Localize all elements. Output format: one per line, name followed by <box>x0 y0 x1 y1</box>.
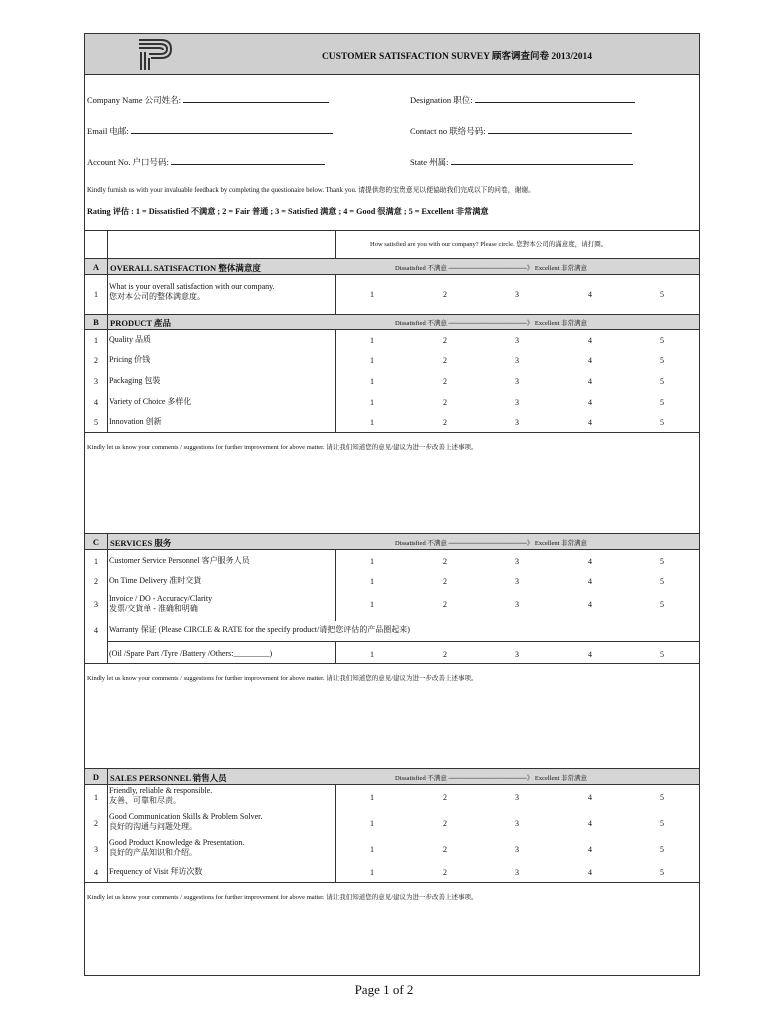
page-number: Page 1 of 2 <box>354 982 414 997</box>
score-option-3[interactable]: 3 <box>515 868 519 877</box>
designation-field[interactable] <box>410 94 635 106</box>
score-option-3[interactable]: 3 <box>515 650 519 659</box>
score-option-2[interactable]: 2 <box>443 336 447 345</box>
score-option-1[interactable]: 1 <box>370 650 374 659</box>
question-label: Variety of Choice 多样化 <box>109 397 192 406</box>
state-label: State 州属: <box>410 157 449 167</box>
row-number: 1 <box>94 290 98 299</box>
survey-form <box>84 33 700 976</box>
question-label: Good Product Knowledge & Presentation. 良好的产品知识和介绍。 <box>109 838 245 857</box>
score-option-5[interactable]: 5 <box>660 650 664 659</box>
section-d-scale: Dissatisfied 不满意 ─────────────────》 Excellent 非常满意 <box>395 775 588 782</box>
contact-no-label: Contact no 联络号码: <box>410 126 486 136</box>
score-option-5[interactable]: 5 <box>660 845 664 854</box>
score-option-1[interactable]: 1 <box>370 793 374 802</box>
question-label: Warranty 保证 (Please CIRCLE & RATE for the specify product/请把您评估的产品圈起来) <box>109 625 410 634</box>
row-number: 1 <box>94 793 98 802</box>
score-option-5[interactable]: 5 <box>660 819 664 828</box>
company-name-label: Company Name 公司姓名: <box>87 95 181 105</box>
score-option-4[interactable]: 4 <box>588 793 592 802</box>
score-option-2[interactable]: 2 <box>443 819 447 828</box>
question-label: (Oil /Spare Part /Tyre /Battery /Others:_________) <box>109 649 273 658</box>
score-option-4[interactable]: 4 <box>588 290 592 299</box>
score-option-3[interactable]: 3 <box>515 600 519 609</box>
question-label: Invoice / DO - Accuracy/Clarity 发票/交貨单 - 准确和明确 <box>109 594 213 613</box>
section-a-scale: Dissatisfied 不满意 ─────────────────》 Excellent 非常满意 <box>395 265 588 272</box>
score-option-1[interactable]: 1 <box>370 600 374 609</box>
score-option-2[interactable]: 2 <box>443 650 447 659</box>
score-option-5[interactable]: 5 <box>660 336 664 345</box>
comment-prompt-d: Kindly let us know your comments / suggestions for further improvement for above matter. 请让我们知道您的意见/建议为进一步改善上述事项。 <box>87 894 478 901</box>
score-option-3[interactable]: 3 <box>515 377 519 386</box>
score-option-1[interactable]: 1 <box>370 868 374 877</box>
score-option-4[interactable]: 4 <box>588 557 592 566</box>
score-option-1[interactable]: 1 <box>370 290 374 299</box>
score-option-1[interactable]: 1 <box>370 336 374 345</box>
question-label: Innovation 创新 <box>109 417 162 426</box>
score-option-1[interactable]: 1 <box>370 418 374 427</box>
score-option-3[interactable]: 3 <box>515 819 519 828</box>
question-label: What is your overall satisfaction with our company. 您对本公司的整体满意度。 <box>109 282 275 301</box>
score-option-2[interactable]: 2 <box>443 377 447 386</box>
how-satisfied-instruction: How satisfied are you with our company? Please circle. 您對本公司的滿意度，请打圈。 <box>370 241 608 248</box>
row-number: 3 <box>94 600 98 609</box>
row-number: 3 <box>94 845 98 854</box>
section-c-title: SERVICES 服务 <box>110 538 172 548</box>
score-option-4[interactable]: 4 <box>588 418 592 427</box>
row-number: 2 <box>94 819 98 828</box>
score-option-5[interactable]: 5 <box>660 868 664 877</box>
score-option-4[interactable]: 4 <box>588 377 592 386</box>
score-option-4[interactable]: 4 <box>588 600 592 609</box>
score-option-5[interactable]: 5 <box>660 577 664 586</box>
question-label: Friendly, reliable & responsible. 友善、可靠和尽责。 <box>109 786 213 805</box>
header-bar <box>85 34 699 75</box>
row-number: 5 <box>94 418 98 427</box>
section-b-letter: B <box>93 317 99 327</box>
question-label: Pricing 价钱 <box>109 355 151 364</box>
rating-legend: Rating 评估 : 1 = Dissatisfied 不满意 ; 2 = Fair 普通 ; 3 = Satisfied 满意 ; 4 = Good 很满意 ; 5 = Excellent 非常满意 <box>87 207 489 216</box>
section-b-header <box>85 315 699 329</box>
row-number: 2 <box>94 356 98 365</box>
score-option-1[interactable]: 1 <box>370 398 374 407</box>
score-option-5[interactable]: 5 <box>660 793 664 802</box>
score-option-5[interactable]: 5 <box>660 557 664 566</box>
section-a-letter: A <box>92 262 100 272</box>
score-option-3[interactable]: 3 <box>515 845 519 854</box>
score-option-4[interactable]: 4 <box>588 819 592 828</box>
account-no-field[interactable] <box>87 156 325 168</box>
score-option-2[interactable]: 2 <box>443 845 447 854</box>
intro-text: Kindly furnish us with your invaluable feedback by completing the questionaire below. Thank you. 请提供您的宝贵意见以便協助我们完成以下的问卷，谢谢。 <box>87 187 535 194</box>
designation-label: Designation 职位: <box>410 95 473 105</box>
row-number: 1 <box>94 557 98 566</box>
score-option-5[interactable]: 5 <box>660 418 664 427</box>
score-option-5[interactable]: 5 <box>660 398 664 407</box>
row-number: 4 <box>94 626 98 635</box>
score-option-4[interactable]: 4 <box>588 356 592 365</box>
section-b-title: PRODUCT 產品 <box>110 318 171 328</box>
score-option-3[interactable]: 3 <box>515 336 519 345</box>
score-option-3[interactable]: 3 <box>515 398 519 407</box>
survey-title: CUSTOMER SATISFACTION SURVEY 顾客调查问卷 2013/2014 <box>321 52 593 62</box>
score-option-4[interactable]: 4 <box>588 845 592 854</box>
score-option-2[interactable]: 2 <box>443 398 447 407</box>
row-number: 3 <box>94 377 98 386</box>
score-option-1[interactable]: 1 <box>370 819 374 828</box>
section-d-letter: D <box>92 772 100 782</box>
score-option-3[interactable]: 3 <box>515 356 519 365</box>
score-option-2[interactable]: 2 <box>443 577 447 586</box>
divider <box>85 230 699 231</box>
score-option-5[interactable]: 5 <box>660 356 664 365</box>
score-option-3[interactable]: 3 <box>515 557 519 566</box>
section-d-title: SALES PERSONNEL 销售人员 <box>110 773 227 783</box>
email-field[interactable] <box>87 125 333 137</box>
score-option-1[interactable]: 1 <box>370 845 374 854</box>
score-option-3[interactable]: 3 <box>515 418 519 427</box>
question-label: Packaging 包裝 <box>109 376 161 385</box>
score-option-2[interactable]: 2 <box>443 557 447 566</box>
score-option-3[interactable]: 3 <box>515 577 519 586</box>
section-c-letter: C <box>92 537 100 547</box>
section-a-title: OVERALL SATISFACTION 整体满意度 <box>110 263 261 273</box>
email-label: Email 电邮: <box>87 126 129 136</box>
row-number: 4 <box>94 398 98 407</box>
score-option-2[interactable]: 2 <box>443 793 447 802</box>
score-option-1[interactable]: 1 <box>370 356 374 365</box>
state-field[interactable] <box>410 156 633 168</box>
score-option-2[interactable]: 2 <box>443 418 447 427</box>
section-c-header <box>85 534 699 549</box>
question-label: Customer Service Personnel 客户服务人员 <box>109 556 250 565</box>
account-no-label: Account No. 户口号码: <box>87 157 169 167</box>
section-c-scale: Dissatisfied 不满意 ─────────────────》 Excellent 非常满意 <box>395 540 588 547</box>
section-b-scale: Dissatisfied 不满意 ─────────────────》 Excellent 非常满意 <box>395 320 588 327</box>
score-option-2[interactable]: 2 <box>443 868 447 877</box>
row-number: 1 <box>94 336 98 345</box>
question-label: Good Communication Skills & Problem Solver. 良好的沟通与问题处理。 <box>109 812 263 831</box>
contact-no-field[interactable] <box>410 125 632 137</box>
score-option-5[interactable]: 5 <box>660 600 664 609</box>
question-label: Frequency of Visit 拜访次数 <box>109 867 203 876</box>
comment-prompt-c: Kindly let us know your comments / suggestions for further improvement for above matter. 请让我们知道您的意见/建议为进一步改善上述事项。 <box>87 675 478 682</box>
score-option-3[interactable]: 3 <box>515 290 519 299</box>
score-option-5[interactable]: 5 <box>660 377 664 386</box>
score-option-2[interactable]: 2 <box>443 290 447 299</box>
company-name-field[interactable] <box>87 94 329 106</box>
score-option-1[interactable]: 1 <box>370 377 374 386</box>
score-option-5[interactable]: 5 <box>660 290 664 299</box>
comment-prompt-b: Kindly let us know your comments / suggestions for further improvement for above matter. 请让我们知道您的意见/建议为进一步改善上述事项。 <box>87 444 478 451</box>
question-label: On Time Delivery 准时交貨 <box>109 576 202 585</box>
score-option-4[interactable]: 4 <box>588 868 592 877</box>
score-option-1[interactable]: 1 <box>370 577 374 586</box>
score-option-4[interactable]: 4 <box>588 650 592 659</box>
score-option-4[interactable]: 4 <box>588 577 592 586</box>
score-option-4[interactable]: 4 <box>588 398 592 407</box>
score-option-1[interactable]: 1 <box>370 557 374 566</box>
score-option-4[interactable]: 4 <box>588 336 592 345</box>
row-number: 4 <box>94 868 98 877</box>
score-option-3[interactable]: 3 <box>515 793 519 802</box>
score-option-2[interactable]: 2 <box>443 600 447 609</box>
row-number: 2 <box>94 577 98 586</box>
score-option-2[interactable]: 2 <box>443 356 447 365</box>
question-label: Quality 品质 <box>109 335 151 344</box>
company-logo-icon <box>135 38 175 72</box>
